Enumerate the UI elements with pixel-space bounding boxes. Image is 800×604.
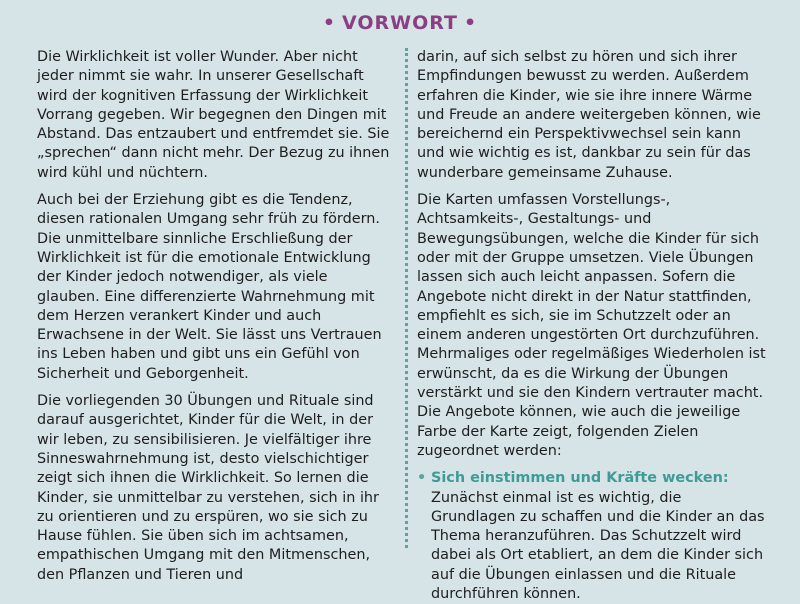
bullet-lead: Sich einstimmen und Kräfte wecken:: [431, 470, 729, 487]
page-title: [0, 12, 800, 34]
paragraph: Auch bei der Erziehung gibt es die Tendenz, diesen rationalen Umgang sehr früh zu fördern. Die unmittelbare sinnliche Erschließung der Wirklichkeit ist für die emotionale Entwicklung der Kinder jedoch notwendiger, als viele glauben. Eine differenzierte Wahrnehmung mit dem Herzen verankert Kinder und auch Erwachsene in der Welt. Sie lässt uns Vertrauen ins Leben haben und gibt uns ein Gefühl von Sicherheit und Geborgenheit.: [37, 192, 382, 382]
paragraph: darin, auf sich selbst zu hören und sich ihrer Empfindungen bewusst zu werden. Außerdem erfahren die Kinder, wie sie ihre innere Wärme und Freude an andere weitergeben können, wie bereichernd ein Perspektivwechsel sein kann und wie wichtig es ist, dankbar zu sein für das wunderbare gemeinsame Zuhause.: [417, 49, 761, 181]
left-column: [37, 48, 391, 593]
bullet-text: Zunächst einmal ist es wichtig, die Grundlagen zu schaffen und die Kinder an das Thema heranzuführen. Das Schutzzelt wird dabei als Ort etabliert, an dem die Kinder sich auf die Übungen einlassen und die Rituale durchführen können.: [431, 489, 765, 603]
bullet-item: [417, 469, 769, 604]
right-column: [417, 48, 769, 604]
title-dot-right: •: [464, 12, 478, 34]
title-text: VORWORT: [342, 12, 458, 34]
paragraph: Die vorliegenden 30 Übungen und Rituale sind darauf ausgerichtet, Kinder für die Welt, in der wir leben, zu sensibilisieren. Je vielfältiger ihre Sinneswahrnehmung ist, desto vielschichtiger zeigt sich ihnen die Wirklichkeit. So lernen die Kinder, sie unmittelbar zu verstehen, sich in ihr zu orientieren und zu erspüren, wo sie sich zu Hause fühlen. Sie üben sich im achtsamen, empathischen Umgang mit den Mitmenschen, den Pflanzen und Tieren und: [37, 393, 379, 583]
paragraph: Die Wirklichkeit ist voller Wunder. Aber nicht jeder nimmt sie wahr. In unserer Gesellschaft wird der kognitiven Erfassung der Wirklichkeit Vorrang gegeben. Wir begegnen den Dingen mit Abstand. Das entzaubert und entfremdet sie. Sie „sprechen“ dann nicht mehr. Der Bezug zu ihnen wird kühl und nüchtern.: [37, 49, 390, 181]
title-dot-left: •: [322, 12, 336, 34]
column-divider: [405, 48, 408, 548]
bullet-icon: •: [417, 470, 427, 487]
paragraph: Die Karten umfassen Vorstellungs-, Achtsamkeits-, Gestaltungs- und Bewegungsübungen, welche die Kinder für sich oder mit der Gruppe umsetzen. Viele Übungen lassen sich auch leicht anpassen. Sofern die Angebote nicht direkt in der Natur stattfinden, empfiehlt es sich, sie im Schutzzelt oder an einem anderen ungestörten Ort durchzuführen. Mehrmaliges oder regelmäßiges Wiederholen ist erwünscht, da es die Wirkung der Übungen verstärkt und sie den Kindern vertrauter macht. Die Angebote können, wie auch die jeweilige Farbe der Karte zeigt, folgenden Zielen zugeordnet werden:: [417, 192, 766, 459]
